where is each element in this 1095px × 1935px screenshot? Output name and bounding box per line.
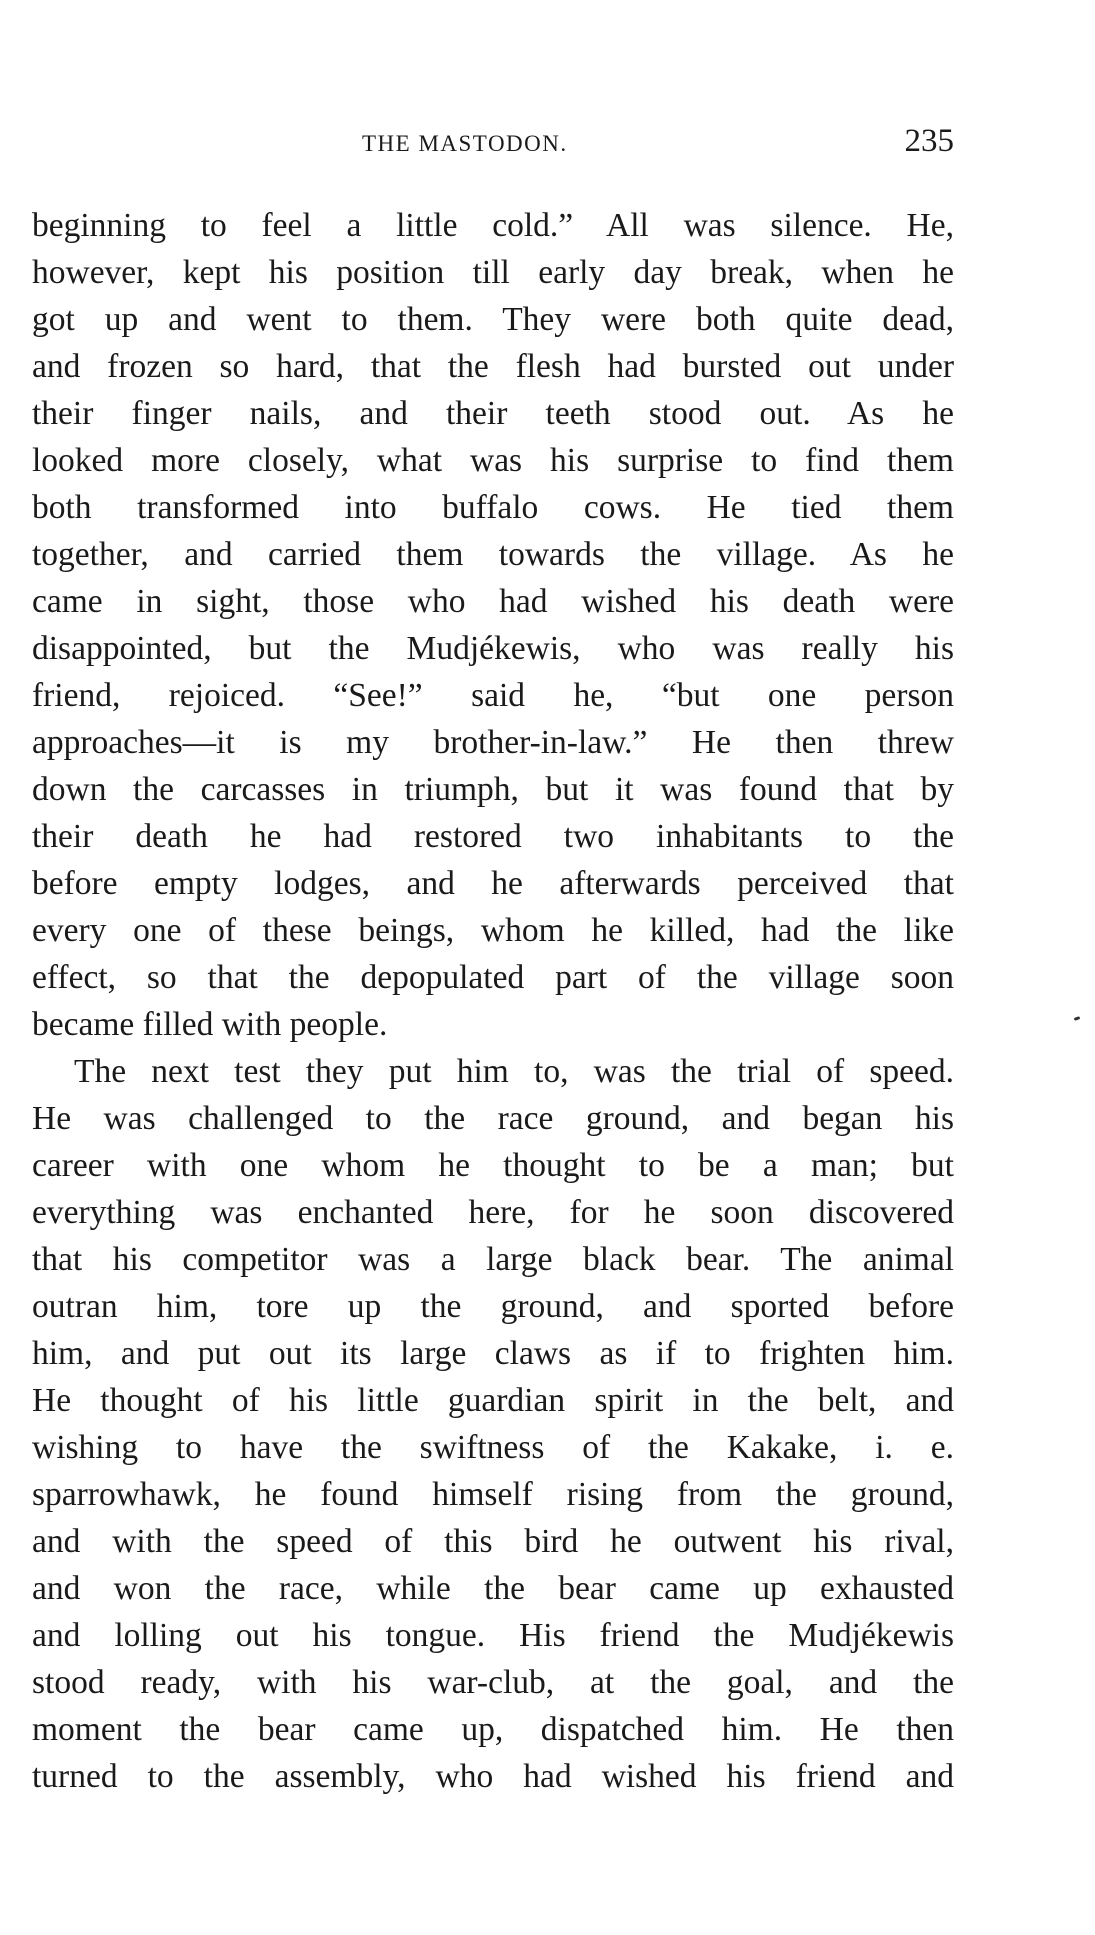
text-line: He thought of his little guardian spirit in the belt, and	[32, 1382, 954, 1419]
text-line: and lolling out his tongue. His friend the Mudjékewis	[32, 1617, 954, 1654]
text-line: that his competitor was a large black bear. The animal	[32, 1241, 954, 1278]
text-line: moment the bear came up, dispatched him. He then	[32, 1711, 954, 1748]
text-line: approaches—it is my brother-in-law.” He then threw	[32, 724, 954, 761]
ink-speck	[1074, 1016, 1081, 1021]
text-line: however, kept his position till early day break, when he	[32, 254, 954, 291]
text-line: friend, rejoiced. “See!” said he, “but one person	[32, 677, 954, 714]
text-line: stood ready, with his war-club, at the goal, and the	[32, 1664, 954, 1701]
text-line: everything was enchanted here, for he soon discovered	[32, 1194, 954, 1231]
text-line: every one of these beings, whom he killed, had the like	[32, 912, 954, 949]
running-title: THE MASTODON.	[362, 131, 568, 156]
text-line: down the carcasses in triumph, but it was found that by	[32, 771, 954, 808]
text-line: outran him, tore up the ground, and sported before	[32, 1288, 954, 1325]
text-line: The next test they put him to, was the trial of speed.	[74, 1053, 954, 1090]
text-line: came in sight, those who had wished his death were	[32, 583, 954, 620]
text-line: wishing to have the swiftness of the Kakake, i. e.	[32, 1429, 954, 1466]
text-line: got up and went to them. They were both quite dead,	[32, 301, 954, 338]
text-line: before empty lodges, and he afterwards perceived that	[32, 865, 954, 902]
text-line: turned to the assembly, who had wished his friend and	[32, 1758, 954, 1795]
text-line: became filled with people.	[32, 1006, 388, 1043]
text-line: and won the race, while the bear came up exhausted	[32, 1570, 954, 1607]
text-line: and with the speed of this bird he outwent his rival,	[32, 1523, 954, 1560]
text-line: and frozen so hard, that the flesh had bursted out under	[32, 348, 954, 385]
text-line: their death he had restored two inhabitants to the	[32, 818, 954, 855]
body-text	[32, 202, 954, 1800]
running-head	[32, 122, 954, 162]
page-number: 235	[904, 123, 954, 159]
text-line: effect, so that the depopulated part of the village soon	[32, 959, 954, 996]
text-line: He was challenged to the race ground, and began his	[32, 1100, 954, 1137]
text-line: beginning to feel a little cold.” All was silence. He,	[32, 207, 954, 244]
text-line: looked more closely, what was his surprise to find them	[32, 442, 954, 479]
text-line: career with one whom he thought to be a man; but	[32, 1147, 954, 1184]
text-line: him, and put out its large claws as if to frighten him.	[32, 1335, 954, 1372]
text-line: their finger nails, and their teeth stood out. As he	[32, 395, 954, 432]
text-line: sparrowhawk, he found himself rising from the ground,	[32, 1476, 954, 1513]
text-line: together, and carried them towards the village. As he	[32, 536, 954, 573]
text-line: disappointed, but the Mudjékewis, who was really his	[32, 630, 954, 667]
text-line: both transformed into buffalo cows. He tied them	[32, 489, 954, 526]
